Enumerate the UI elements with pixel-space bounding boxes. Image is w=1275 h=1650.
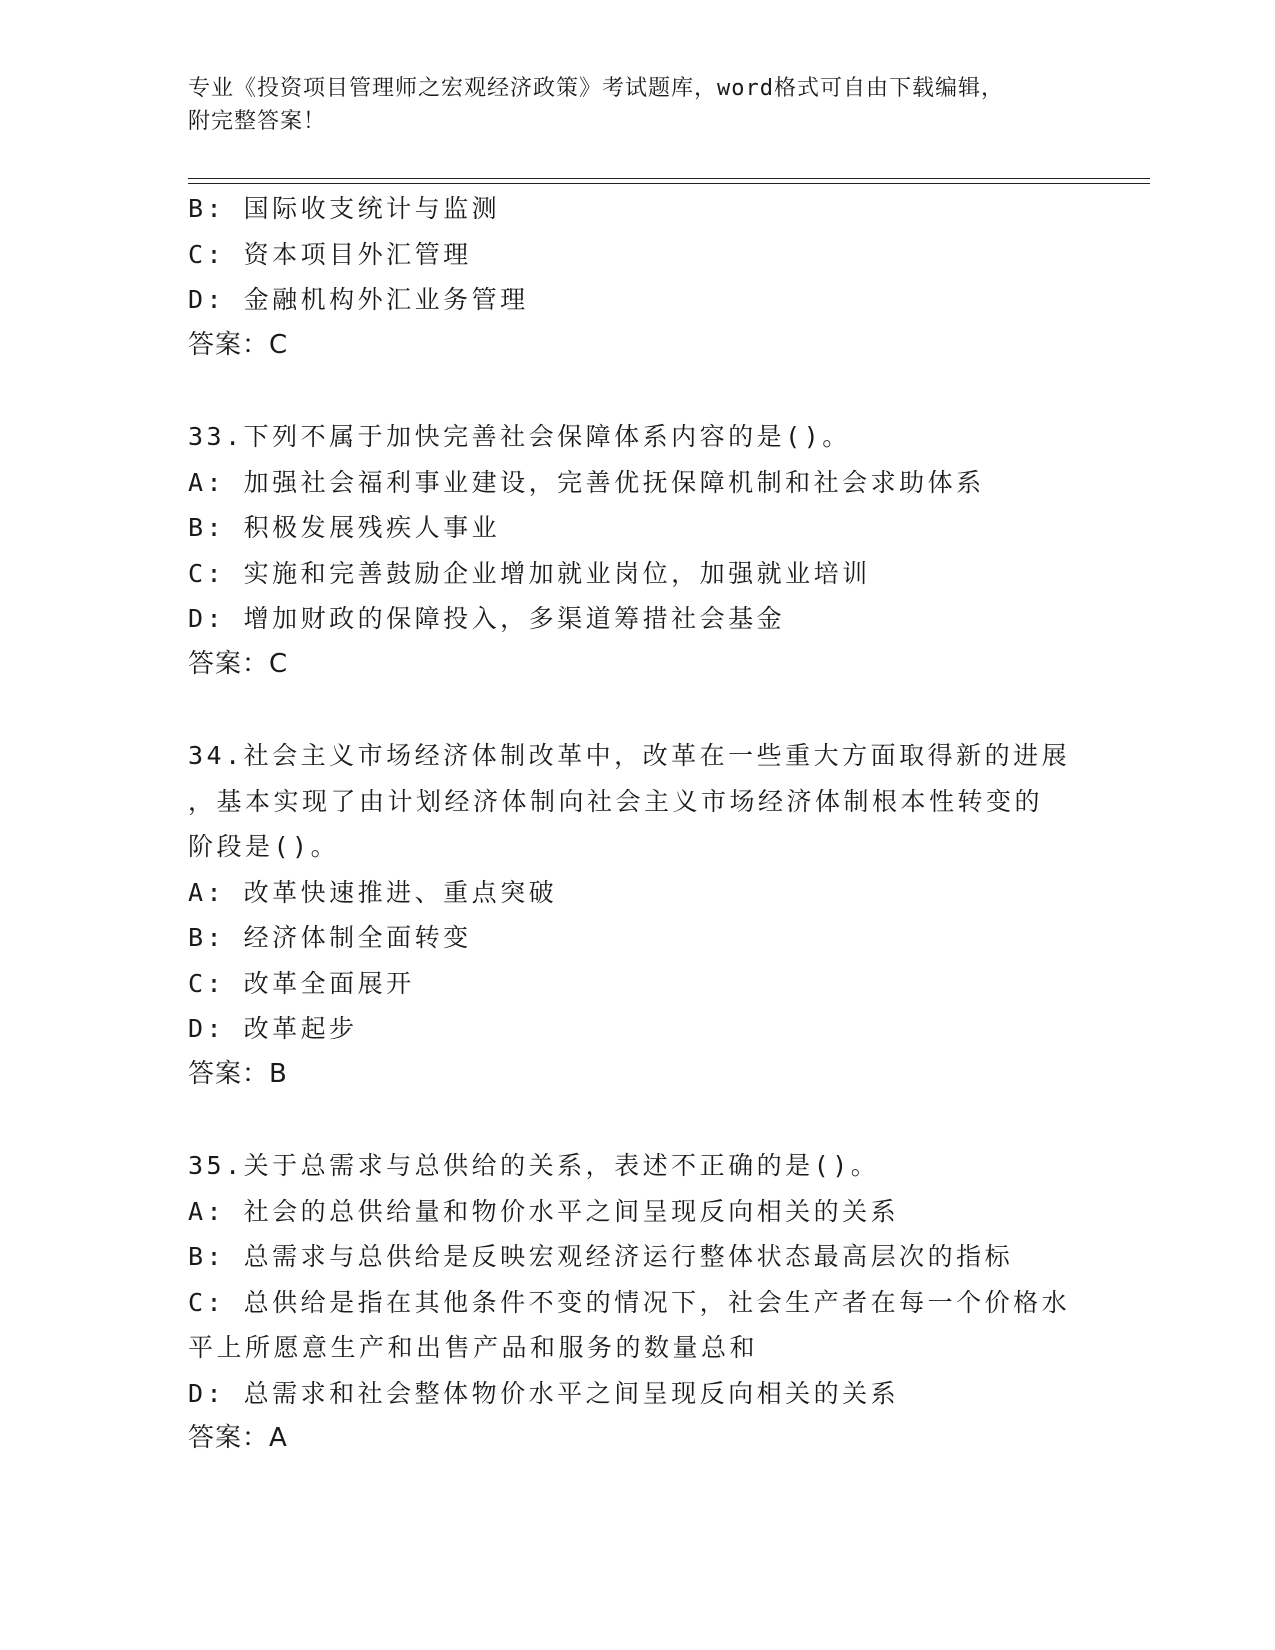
question-35	[188, 1143, 1088, 1462]
option-a: A: 社会的总供给量和物价水平之间呈现反向相关的关系	[188, 1196, 900, 1226]
spacer	[188, 687, 1088, 733]
spacer	[188, 368, 1088, 414]
question-34	[188, 733, 1088, 1097]
option-d: D: 总需求和社会整体物价水平之间呈现反向相关的关系	[188, 1378, 900, 1408]
option-d: D: 改革起步	[188, 1014, 358, 1043]
option-c: C: 资本项目外汇管理	[188, 239, 472, 269]
header-line-1: 专业《投资项目管理师之宏观经济政策》考试题库，word格式可自由下载编辑，	[188, 76, 1004, 101]
option-c: C: 实施和完善鼓励企业增加就业岗位，加强就业培训	[188, 558, 871, 588]
option-a: A: 改革快速推进、重点突破	[188, 877, 558, 907]
question-stem-line-3: 阶段是()。	[188, 832, 340, 861]
question-32-continued	[188, 186, 1088, 368]
option-d: D: 增加财政的保障投入，多渠道筹措社会基金	[188, 604, 786, 633]
question-stem: 35.关于总需求与总供给的关系，表述不正确的是()。	[188, 1151, 880, 1180]
header-divider-bottom	[188, 183, 1150, 184]
answer: 答案：C	[188, 648, 289, 679]
spacer	[188, 1097, 1088, 1143]
option-b: B: 总需求与总供给是反映宏观经济运行整体状态最高层次的指标	[188, 1242, 1014, 1271]
question-list	[188, 186, 1088, 1462]
option-a: A: 加强社会福利事业建设，完善优抚保障机制和社会求助体系	[188, 467, 985, 497]
header-divider-top	[188, 178, 1150, 179]
option-d: D: 金融机构外汇业务管理	[188, 285, 529, 314]
document-header	[188, 72, 1068, 138]
header-line-2: 附完整答案！	[188, 109, 327, 134]
question-stem: 33.下列不属于加快完善社会保障体系内容的是()。	[188, 422, 851, 451]
question-33	[188, 414, 1088, 687]
answer: 答案：B	[188, 1058, 288, 1089]
option-c: C: 改革全面展开	[188, 968, 415, 998]
option-b: B: 国际收支统计与监测	[188, 194, 501, 223]
option-c-line-1: C: 总供给是指在其他条件不变的情况下，社会生产者在每一个价格水	[188, 1287, 1071, 1317]
question-stem-line-2: ，基本实现了由计划经济体制向社会主义市场经济体制根本性转变的	[188, 786, 1044, 816]
answer: 答案：C	[188, 329, 289, 360]
option-c-line-2: 平上所愿意生产和出售产品和服务的数量总和	[188, 1333, 759, 1362]
option-b: B: 经济体制全面转变	[188, 923, 472, 952]
question-stem-line-1: 34.社会主义市场经济体制改革中，改革在一些重大方面取得新的进展	[188, 741, 1071, 770]
answer: 答案：A	[188, 1423, 288, 1453]
option-b: B: 积极发展残疾人事业	[188, 513, 501, 542]
